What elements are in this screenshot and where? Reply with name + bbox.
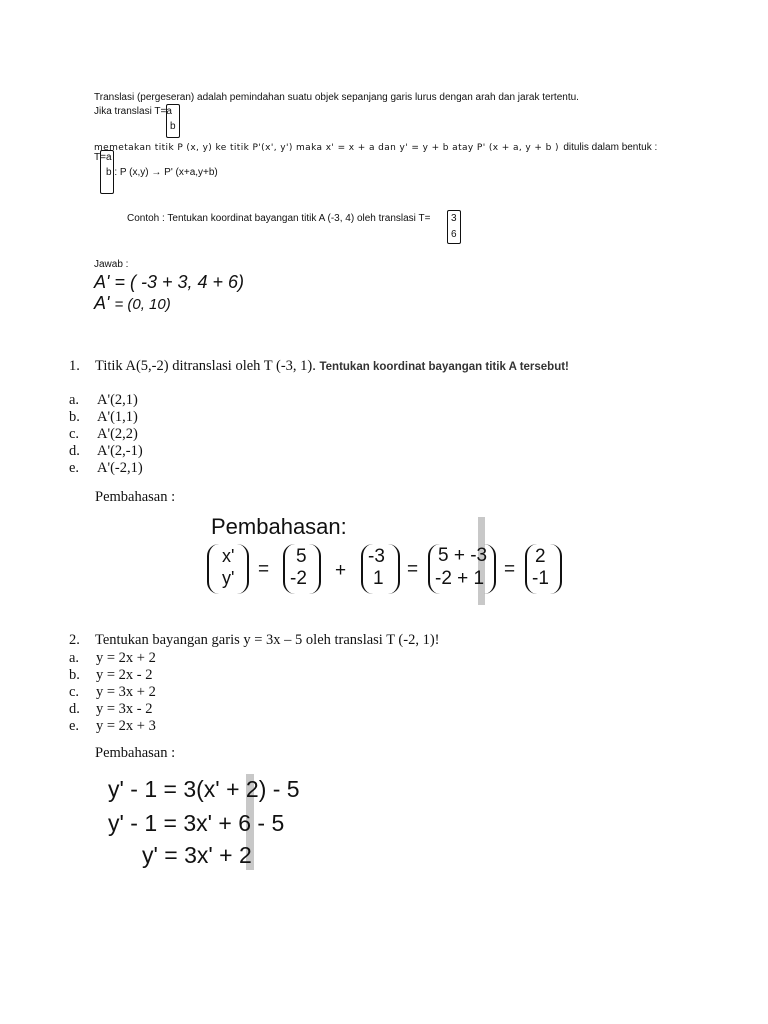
q1-option-e xyxy=(69,460,143,477)
intro-line-5-rest: : P (x,y) → P' (x+a,y+b) xyxy=(114,167,218,178)
answer-line-2-rhs: = (0, 10) xyxy=(114,296,171,313)
option-text: A'(2,-1) xyxy=(97,443,143,459)
option-letter: d. xyxy=(69,443,80,459)
q1-pembahasan-label: Pembahasan : xyxy=(95,489,176,505)
q2-solution-line-1 xyxy=(108,776,300,803)
answer-line-2 xyxy=(94,293,171,314)
intro-line-1: Translasi (pergeseran) adalah pemindahan suatu objek sepanjang garis lurus dengan arah dan jarak tertentu. xyxy=(94,92,579,103)
option-text: y = 2x + 3 xyxy=(96,718,156,734)
q1-text-main: Titik A(5,-2) ditranslasi oleh T (-3, 1). xyxy=(95,358,316,374)
intro-line-4-a: a xyxy=(105,152,112,163)
intro-matrix-a: a xyxy=(166,106,172,117)
jawab-label: Jawab : xyxy=(94,259,129,270)
line-3-part-a: y' = 3x' + xyxy=(142,842,239,868)
line-2-part-b: 6 xyxy=(238,810,252,836)
q2-solution-line-2 xyxy=(108,810,284,837)
matrix-2-bottom: -2 xyxy=(290,568,307,589)
example-matrix-top: 3 xyxy=(451,213,457,224)
example-matrix-bottom: 6 xyxy=(451,229,457,240)
intro-line-5 xyxy=(106,167,218,178)
option-letter: d. xyxy=(69,701,80,717)
option-text: A'(2,2) xyxy=(97,426,138,442)
intro-line-2 xyxy=(94,106,172,117)
intro-line-4-prefix: T= xyxy=(94,152,106,163)
q1-options xyxy=(69,392,143,477)
matrix-1-left-paren xyxy=(207,544,219,594)
intro-line-3 xyxy=(94,137,657,155)
option-text: y = 3x + 2 xyxy=(96,684,156,700)
option-letter: b. xyxy=(69,409,80,425)
q2-text: Tentukan bayangan garis y = 3x – 5 oleh translasi T (-2, 1)! xyxy=(95,632,440,648)
option-letter: b. xyxy=(69,667,80,683)
answer-line-1-lhs: A' = xyxy=(94,272,130,292)
equals-3: = xyxy=(504,559,516,580)
q1-option-b xyxy=(69,409,143,426)
option-text: y = 3x - 2 xyxy=(96,701,153,717)
option-letter: c. xyxy=(69,426,80,442)
matrix-1-right-paren xyxy=(237,544,249,594)
option-letter: c. xyxy=(69,684,80,700)
option-letter: a. xyxy=(69,650,80,666)
matrix-2-top: 5 xyxy=(296,546,307,567)
option-letter: e. xyxy=(69,460,80,476)
q1-option-a xyxy=(69,392,143,409)
q1-text xyxy=(95,358,569,375)
matrix-2-right-paren xyxy=(309,544,321,594)
answer-line-1-rhs: ( -3 + 3, 4 + 6) xyxy=(129,272,245,292)
option-text: y = 2x + 2 xyxy=(96,650,156,666)
option-text: A'(2,1) xyxy=(97,392,138,408)
intro-line-3-suffix: ditulis dalam bentuk : xyxy=(563,142,658,153)
q1-option-c xyxy=(69,426,143,443)
q2-number: 2. xyxy=(69,632,80,648)
q2-option-a xyxy=(69,650,156,667)
matrix-3-top: -3 xyxy=(368,546,385,567)
matrix-3-right-paren xyxy=(388,544,400,594)
line-1-part-b: 2 xyxy=(245,776,259,802)
q2-options xyxy=(69,650,156,735)
option-text: y = 2x - 2 xyxy=(96,667,153,683)
q1-solution-title: Pembahasan: xyxy=(211,514,347,539)
q2-pembahasan-label: Pembahasan : xyxy=(95,745,176,761)
line-3-part-b: 2 xyxy=(239,842,252,868)
matrix-4-right-paren xyxy=(484,544,496,594)
option-letter: a. xyxy=(69,392,80,408)
example-text: Contoh : Tentukan koordinat bayangan titik A (-3, 4) oleh translasi T= xyxy=(127,213,431,224)
matrix-4-bottom: -2 + 1 xyxy=(435,568,485,589)
option-text: A'(-2,1) xyxy=(97,460,143,476)
q2-option-d xyxy=(69,701,156,718)
matrix-5-right-paren xyxy=(550,544,562,594)
line-2-part-a: y' - 1 = 3x' + xyxy=(108,810,239,836)
q2-option-c xyxy=(69,684,156,701)
answer-line-2-lhs: A' xyxy=(94,293,115,313)
matrix-3-bottom: 1 xyxy=(373,568,384,589)
intro-matrix-b: b xyxy=(170,121,176,132)
q1-option-d xyxy=(69,443,143,460)
line-2-part-c: - 5 xyxy=(251,810,285,836)
matrix-5-bottom: -1 xyxy=(532,568,549,589)
q2-solution-line-3 xyxy=(142,842,252,869)
matrix-1-bottom: y' xyxy=(222,568,235,588)
plus-sign: + xyxy=(335,560,347,581)
line-1-part-a: y' - 1 = 3(x' + xyxy=(108,776,246,802)
equals-1: = xyxy=(258,559,270,580)
matrix-4-top: 5 + -3 xyxy=(438,545,488,566)
answer-line-1 xyxy=(94,272,244,293)
intro-line-3-main: memetakan titik P (x, y) ke titik P'(x', y') maka x' = x + a dan y' = y + b atay P' (x + a, y + b ) xyxy=(94,143,559,153)
intro-line-2-prefix: Jika translasi T= xyxy=(94,106,167,117)
equals-2: = xyxy=(407,559,419,580)
q1-number: 1. xyxy=(69,358,80,374)
matrix-5-top: 2 xyxy=(535,546,546,567)
line-1-part-c: ) - 5 xyxy=(258,776,300,802)
option-letter: e. xyxy=(69,718,80,734)
q2-option-b xyxy=(69,667,156,684)
option-text: A'(1,1) xyxy=(97,409,138,425)
q2-option-e xyxy=(69,718,156,735)
intro-line-5-b: b xyxy=(106,167,112,178)
q1-text-bold: Tentukan koordinat bayangan titik A tersebut! xyxy=(319,361,569,373)
matrix-1-top: x' xyxy=(222,546,235,566)
